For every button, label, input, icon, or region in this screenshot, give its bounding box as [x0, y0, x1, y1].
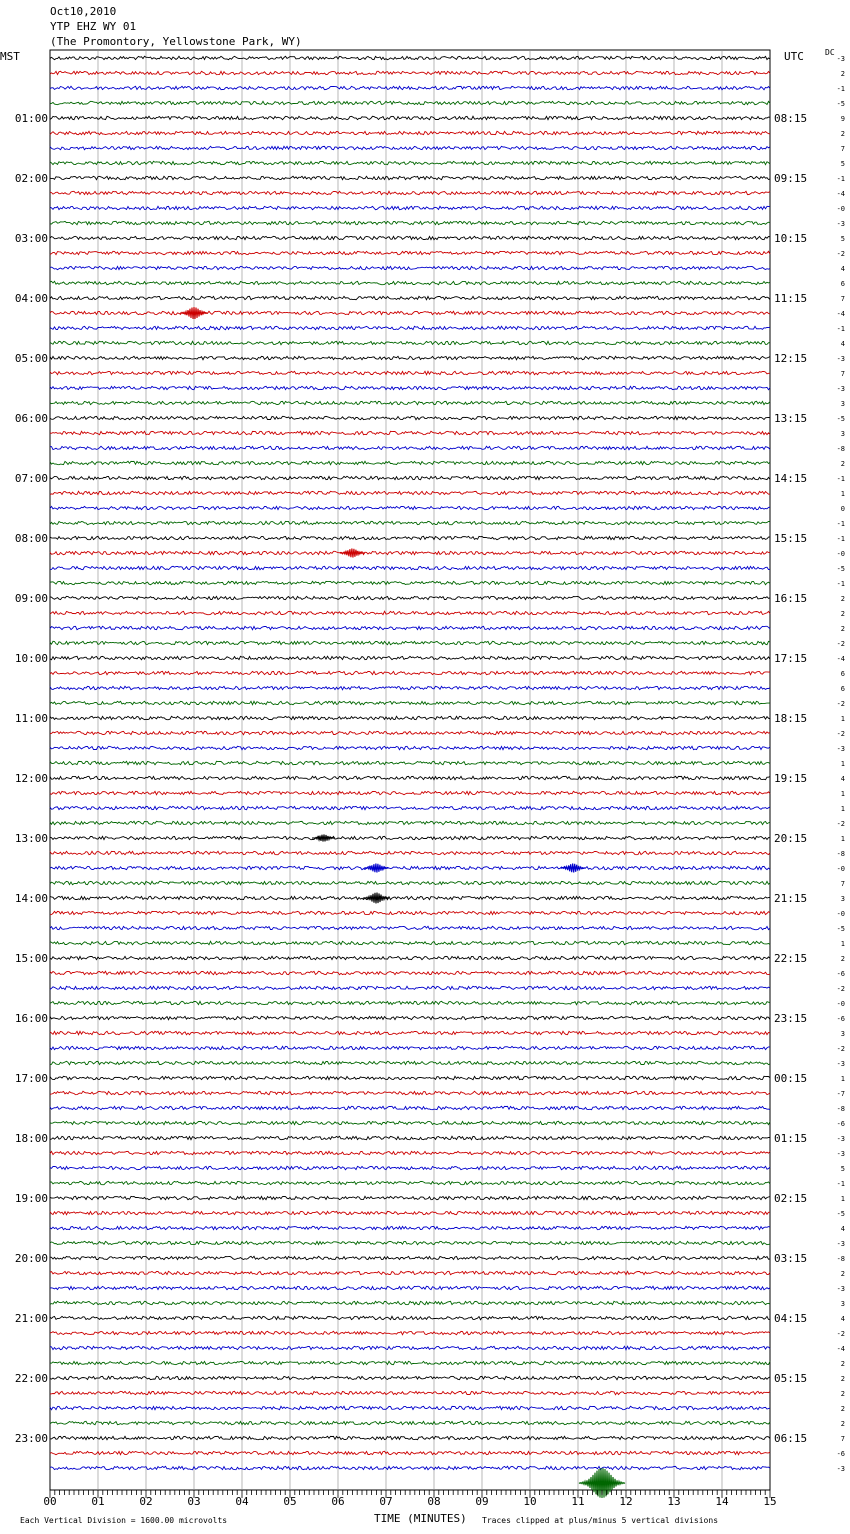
trace-row [50, 656, 770, 659]
trace-row [50, 641, 770, 644]
trace-row [50, 701, 770, 704]
dc-offset-value: -3 [836, 1060, 845, 1068]
dc-offset-value: 2 [840, 955, 845, 963]
dc-offset-value: -4 [836, 190, 845, 198]
dc-offset-value: 1 [840, 715, 845, 723]
trace-row [50, 101, 770, 104]
right-hour-label: 19:15 [774, 772, 808, 785]
trace-row [50, 446, 770, 449]
dc-offset-value: 7 [840, 880, 845, 888]
dc-offset-value: -3 [836, 1240, 845, 1248]
dc-offset-value: -5 [836, 1210, 845, 1218]
trace-row [50, 716, 770, 719]
left-hour-label: 01:00 [14, 112, 48, 125]
trace-row [50, 131, 770, 134]
dc-offset-value: -1 [836, 475, 845, 483]
dc-offset-value: -2 [836, 640, 845, 648]
x-tick-label: 15 [763, 1495, 777, 1508]
right-hour-label: 11:15 [774, 292, 808, 305]
trace-row [50, 761, 770, 764]
dc-offset-value: -1 [836, 1180, 845, 1188]
dc-offset-value: -8 [836, 1105, 845, 1113]
event-burst [312, 834, 335, 841]
trace-row [50, 851, 770, 854]
dc-offset-value: -5 [836, 565, 845, 573]
event-burst [364, 864, 389, 873]
dc-offset-value: 4 [840, 265, 845, 273]
trace-row [50, 461, 770, 464]
trace-row [50, 836, 770, 839]
left-hour-label: 16:00 [14, 1012, 48, 1025]
right-hour-label: 14:15 [774, 472, 808, 485]
right-hour-label: 04:15 [774, 1312, 808, 1325]
trace-row [50, 56, 770, 59]
dc-offset-value: -2 [836, 730, 845, 738]
dc-offset-value: 4 [840, 775, 845, 783]
dc-offset-value: 6 [840, 280, 845, 288]
x-tick-label: 10 [523, 1495, 537, 1508]
right-hour-label: 02:15 [774, 1192, 808, 1205]
trace-row [50, 146, 770, 149]
trace-row [50, 1001, 770, 1004]
dc-offset-value: -0 [836, 1000, 845, 1008]
dc-offset-value: 7 [840, 145, 845, 153]
clip-note: Traces clipped at plus/minus 5 vertical divisions [482, 1516, 719, 1525]
trace-row [50, 1346, 770, 1349]
left-hour-label: 14:00 [14, 892, 48, 905]
left-hour-label: 22:00 [14, 1372, 48, 1385]
x-tick-label: 13 [667, 1495, 681, 1508]
x-tick-label: 12 [619, 1495, 633, 1508]
event-burst [363, 893, 389, 904]
right-hour-label: 05:15 [774, 1372, 808, 1385]
trace-row [50, 221, 770, 224]
left-hour-label: 17:00 [14, 1072, 48, 1085]
x-tick-label: 14 [715, 1495, 729, 1508]
trace-row [50, 326, 770, 329]
dc-offset-value: 3 [840, 895, 845, 903]
left-hour-label: 19:00 [14, 1192, 48, 1205]
right-hour-label: 03:15 [774, 1252, 808, 1265]
dc-offset-value: 1 [840, 490, 845, 498]
dc-offset-value: -5 [836, 415, 845, 423]
dc-offset-value: -1 [836, 535, 845, 543]
trace-row [50, 1301, 770, 1304]
dc-offset-value: -3 [836, 1285, 845, 1293]
left-hour-label: 03:00 [14, 232, 48, 245]
trace-row [50, 266, 770, 269]
trace-row [50, 506, 770, 509]
trace-row [50, 1121, 770, 1124]
trace-row [50, 776, 770, 779]
dc-offset-value: 1 [840, 1075, 845, 1083]
left-hour-label: 21:00 [14, 1312, 48, 1325]
dc-offset-value: -3 [836, 385, 845, 393]
left-hour-label: 02:00 [14, 172, 48, 185]
right-hour-label: 20:15 [774, 832, 808, 845]
right-hour-label: 13:15 [774, 412, 808, 425]
trace-row [50, 1046, 770, 1049]
left-hour-label: 15:00 [14, 952, 48, 965]
right-hour-label: 12:15 [774, 352, 808, 365]
trace-row [50, 1166, 770, 1169]
dc-offset-value: -8 [836, 445, 845, 453]
trace-row [50, 746, 770, 749]
dc-offset-value: -8 [836, 850, 845, 858]
dc-offset-value: -6 [836, 1120, 845, 1128]
trace-row [50, 281, 770, 284]
dc-offset-value: -3 [836, 745, 845, 753]
dc-offset-value: 1 [840, 790, 845, 798]
dc-offset-value: -1 [836, 520, 845, 528]
trace-row [50, 431, 770, 434]
trace-row [50, 791, 770, 794]
dc-offset-value: 2 [840, 130, 845, 138]
trace-row [50, 521, 770, 524]
x-tick-label: 11 [571, 1495, 585, 1508]
right-hour-label: 22:15 [774, 952, 808, 965]
right-hour-label: 01:15 [774, 1132, 808, 1145]
trace-row [50, 941, 770, 944]
left-hour-label: 07:00 [14, 472, 48, 485]
right-timezone-label: UTC [784, 50, 804, 63]
right-hour-label: 09:15 [774, 172, 808, 185]
trace-row [50, 551, 770, 554]
trace-row [50, 1076, 770, 1079]
left-hour-label: 18:00 [14, 1132, 48, 1145]
dc-offset-value: -1 [836, 85, 845, 93]
trace-row [50, 206, 770, 209]
dc-offset-value: -3 [836, 355, 845, 363]
dc-offset-value: 2 [840, 1270, 845, 1278]
dc-offset-value: -2 [836, 700, 845, 708]
dc-offset-value: -1 [836, 325, 845, 333]
left-hour-label: 04:00 [14, 292, 48, 305]
dc-offset-value: 2 [840, 1390, 845, 1398]
right-hour-label: 08:15 [774, 112, 808, 125]
dc-offset-value: 3 [840, 1030, 845, 1038]
trace-row [50, 1211, 770, 1214]
right-hour-label: 17:15 [774, 652, 808, 665]
dc-offset-value: 1 [840, 940, 845, 948]
trace-row [50, 296, 770, 299]
trace-row [50, 566, 770, 569]
dc-offset-value: -8 [836, 1255, 845, 1263]
x-tick-label: 07 [379, 1495, 393, 1508]
x-tick-label: 04 [235, 1495, 249, 1508]
dc-offset-value: 1 [840, 805, 845, 813]
dc-offset-value: 4 [840, 1225, 845, 1233]
trace-row [50, 161, 770, 164]
trace-row [50, 956, 770, 959]
trace-row [50, 251, 770, 254]
trace-row [50, 1226, 770, 1229]
station-code: YTP EHZ WY 01 [50, 20, 137, 33]
dc-offset-value: -2 [836, 820, 845, 828]
x-axis-title: TIME (MINUTES) [374, 1512, 467, 1525]
trace-row [50, 1016, 770, 1019]
right-hour-label: 06:15 [774, 1432, 808, 1445]
left-hour-label: 13:00 [14, 832, 48, 845]
trace-row [50, 866, 770, 869]
trace-row [50, 1196, 770, 1199]
dc-offset-value: -5 [836, 100, 845, 108]
trace-row [50, 416, 770, 419]
dc-offset-value: -3 [836, 55, 845, 63]
x-tick-label: 09 [475, 1495, 489, 1508]
trace-row [50, 596, 770, 599]
dc-offset-value: 1 [840, 760, 845, 768]
trace-row [50, 1451, 770, 1454]
trace-row [50, 1421, 770, 1424]
trace-row [50, 1271, 770, 1274]
dc-offset-value: 9 [840, 115, 845, 123]
trace-row [50, 971, 770, 974]
dc-offset-value: 1 [840, 1195, 845, 1203]
dc-offset-value: 5 [840, 1165, 845, 1173]
trace-row [50, 116, 770, 119]
dc-offset-value: -2 [836, 985, 845, 993]
dc-offset-value: 2 [840, 610, 845, 618]
dc-offset-value: 7 [840, 370, 845, 378]
dc-offset-value: 5 [840, 160, 845, 168]
right-hour-label: 18:15 [774, 712, 808, 725]
right-hour-label: 21:15 [774, 892, 808, 905]
dc-offset-value: -3 [836, 1465, 845, 1473]
dc-offset-value: -3 [836, 1135, 845, 1143]
x-tick-label: 01 [91, 1495, 105, 1508]
dc-offset-value: -0 [836, 865, 845, 873]
x-tick-label: 00 [43, 1495, 57, 1508]
trace-row [50, 671, 770, 674]
left-hour-label: 05:00 [14, 352, 48, 365]
trace-row [50, 341, 770, 344]
right-hour-label: 10:15 [774, 232, 808, 245]
dc-offset-value: -0 [836, 550, 845, 558]
dc-offset-value: 2 [840, 460, 845, 468]
dc-offset-value: 4 [840, 1315, 845, 1323]
trace-row [50, 1061, 770, 1064]
right-hour-label: 16:15 [774, 592, 808, 605]
trace-row [50, 191, 770, 194]
right-hour-label: 00:15 [774, 1072, 808, 1085]
dc-offset-value: -1 [836, 175, 845, 183]
dc-offset-value: -4 [836, 1345, 845, 1353]
left-hour-label: 12:00 [14, 772, 48, 785]
trace-row [50, 581, 770, 584]
trace-row [50, 386, 770, 389]
dc-offset-value: -6 [836, 970, 845, 978]
dc-offset-value: 0 [840, 505, 845, 513]
x-tick-label: 05 [283, 1495, 297, 1508]
dc-offset-value: 6 [840, 685, 845, 693]
plot-date: Oct10,2010 [50, 5, 117, 18]
trace-row [50, 176, 770, 179]
right-hour-label: 15:15 [774, 532, 808, 545]
dc-offset-value: -3 [836, 220, 845, 228]
trace-row [50, 611, 770, 614]
left-hour-label: 10:00 [14, 652, 48, 665]
trace-row [50, 356, 770, 359]
trace-row [50, 1391, 770, 1394]
scale-note: Each Vertical Division = 1600.00 microvolts [20, 1516, 228, 1525]
trace-row [50, 821, 770, 824]
dc-offset-value: 2 [840, 595, 845, 603]
trace-row [50, 881, 770, 884]
x-tick-label: 08 [427, 1495, 441, 1508]
dc-offset-value: 2 [840, 625, 845, 633]
dc-offset-value: 3 [840, 400, 845, 408]
trace-row [50, 626, 770, 629]
trace-row [50, 311, 770, 314]
x-tick-label: 02 [139, 1495, 153, 1508]
dc-offset-value: 2 [840, 1375, 845, 1383]
trace-row [50, 1256, 770, 1259]
trace-row [50, 1316, 770, 1319]
trace-row [50, 1181, 770, 1184]
trace-row [50, 86, 770, 89]
right-hour-label: 23:15 [774, 1012, 808, 1025]
trace-row [50, 1436, 770, 1439]
dc-offset-value: 2 [840, 1405, 845, 1413]
dc-offset-value: 2 [840, 1420, 845, 1428]
trace-row [50, 1241, 770, 1244]
trace-row [50, 1361, 770, 1364]
left-hour-label: 11:00 [14, 712, 48, 725]
dc-offset-value: -0 [836, 205, 845, 213]
left-hour-label: 09:00 [14, 592, 48, 605]
trace-row [50, 1406, 770, 1409]
dc-offset-value: -2 [836, 250, 845, 258]
trace-row [50, 371, 770, 374]
dc-offset-value: 3 [840, 1300, 845, 1308]
trace-row [50, 1286, 770, 1289]
x-tick-label: 06 [331, 1495, 345, 1508]
station-location: (The Promontory, Yellowstone Park, WY) [50, 35, 302, 48]
trace-row [50, 986, 770, 989]
dc-offset-value: -4 [836, 310, 845, 318]
event-burst [340, 549, 365, 558]
trace-row [50, 1136, 770, 1139]
dc-offset-value: -1 [836, 580, 845, 588]
dc-offset-value: -6 [836, 1015, 845, 1023]
dc-offset-value: 2 [840, 70, 845, 78]
trace-row [50, 401, 770, 404]
left-hour-label: 23:00 [14, 1432, 48, 1445]
trace-row [50, 236, 770, 239]
trace-row [50, 71, 770, 74]
left-timezone-label: MST [0, 50, 20, 63]
dc-offset-header: DC [825, 48, 835, 57]
dc-offset-value: -6 [836, 1450, 845, 1458]
trace-row [50, 1331, 770, 1334]
trace-row [50, 536, 770, 539]
dc-offset-value: -3 [836, 1150, 845, 1158]
dc-offset-value: 2 [840, 1360, 845, 1368]
dc-offset-value: -2 [836, 1330, 845, 1338]
trace-row [50, 731, 770, 734]
dc-offset-value: 6 [840, 670, 845, 678]
left-hour-label: 08:00 [14, 532, 48, 545]
dc-offset-value: -2 [836, 1045, 845, 1053]
dc-offset-value: -5 [836, 925, 845, 933]
dc-offset-value: -0 [836, 910, 845, 918]
trace-row [50, 926, 770, 929]
trace-row [50, 1091, 770, 1094]
trace-row [50, 1106, 770, 1109]
dc-offset-value: 1 [840, 835, 845, 843]
trace-row [50, 1466, 770, 1469]
trace-row [50, 686, 770, 689]
dc-offset-value: 7 [840, 1435, 845, 1443]
trace-row [50, 896, 770, 899]
left-hour-label: 20:00 [14, 1252, 48, 1265]
dc-offset-value: 4 [840, 340, 845, 348]
dc-offset-value: -4 [836, 655, 845, 663]
left-hour-label: 06:00 [14, 412, 48, 425]
dc-offset-value: 7 [840, 295, 845, 303]
dc-offset-value: -7 [836, 1090, 845, 1098]
dc-offset-value: 5 [840, 235, 845, 243]
trace-row [50, 1376, 770, 1379]
trace-row [50, 806, 770, 809]
trace-row [50, 491, 770, 494]
event-burst [561, 864, 586, 873]
dc-offset-value: 3 [840, 430, 845, 438]
x-tick-label: 03 [187, 1495, 201, 1508]
trace-row [50, 1151, 770, 1154]
trace-row [50, 476, 770, 479]
trace-row [50, 1031, 770, 1034]
trace-row [50, 911, 770, 914]
